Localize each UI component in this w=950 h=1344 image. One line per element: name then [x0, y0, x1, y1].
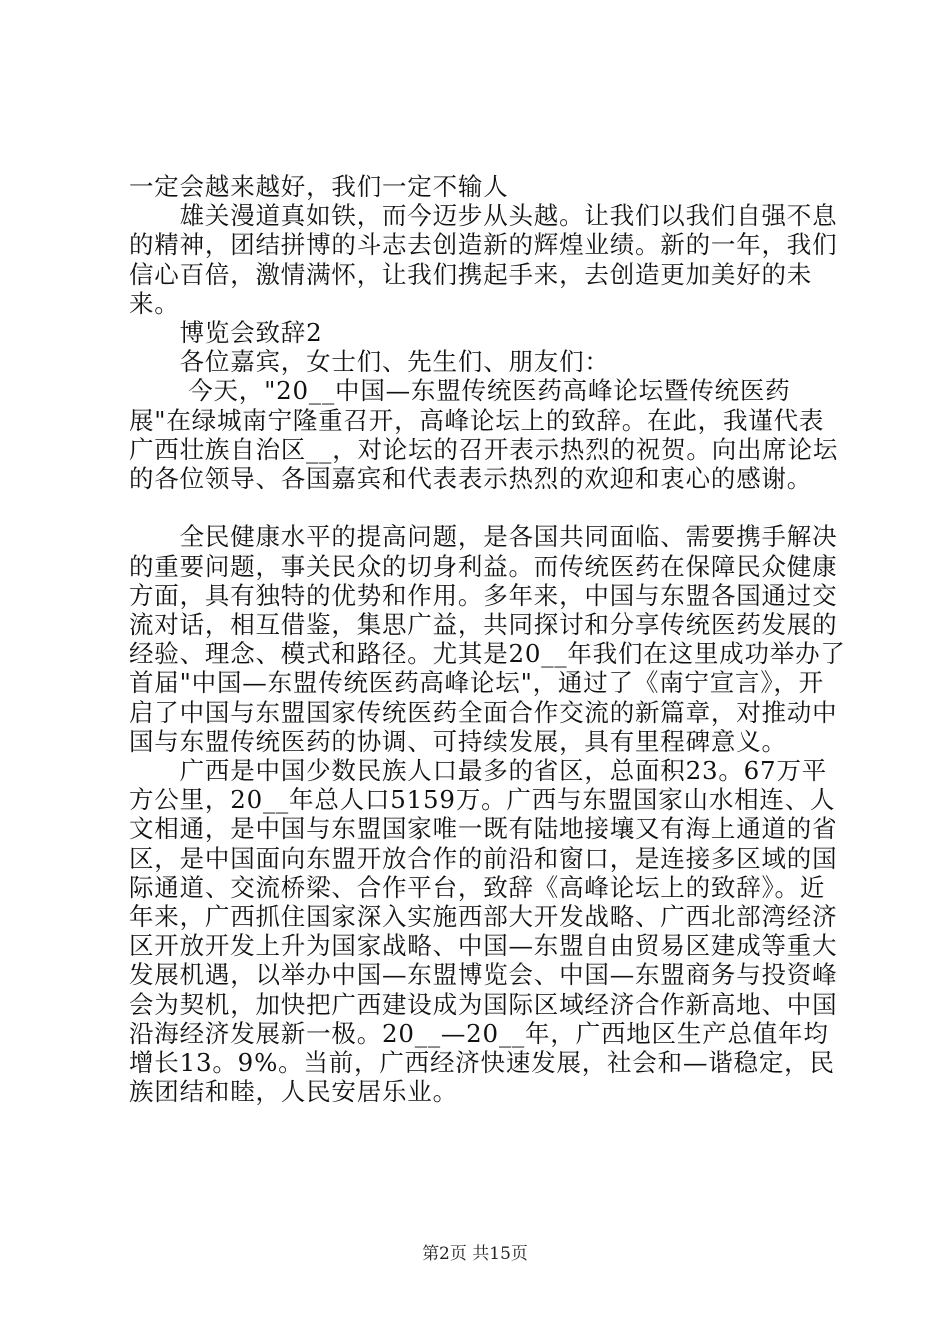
paragraph-opening: 今天，"20__中国—东盟传统医药高峰论坛暨传统医药展"在绿城南宁隆重召开，高峰论坛上的致辞。在此，我谨代表广西壮族自治区__，对论坛的召开表示热烈的祝贺。向出席论坛的各位领导、各国嘉宾和代表表示热烈的欢迎和衷心的感谢。 — [129, 376, 839, 494]
page-footer: 第2页 共15页 — [422, 1244, 528, 1264]
section-heading: 博览会致辞2 — [129, 318, 323, 348]
document-body — [129, 172, 849, 1106]
paragraph-closing: 雄关漫道真如铁，而今迈步从头越。让我们以我们自强不息的精神，团结拼博的斗志去创造新的辉煌业绩。新的一年，我们信心百倍，激情满怀，让我们携起手来，去创造更加美好的未来。 — [129, 201, 838, 318]
paragraph-health: 全民健康水平的提高问题，是各国共同面临、需要携手解决的重要问题，事关民众的切身利益。而传统医药在保障民众健康方面，具有独特的优势和作用。多年来，中国与东盟各国通过交流对话，相互借鉴，集思广益，共同探讨和分享传统医药发展的经验、理念、模式和路径。尤其是20__年我们在这里成功举办了首届"中国—东盟传统医药高峰论坛"，通过了《南宁宣言》，开启了中国与东盟国家传统医药全面合作交流的新篇章，对推动中国与东盟传统医药的协调、可持续发展，具有里程碑意义。 — [129, 522, 846, 756]
salutation: 各位嘉宾，女士们、先生们、朋友们： — [129, 347, 610, 377]
paragraph-continuation: 一定会越来越好，我们一定不输人 — [129, 172, 509, 201]
paragraph-guangxi: 广西是中国少数民族人口最多的省区，总面积23。67万平方公里，20__年总人口5159万。广西与东盟国家山水相连、人文相通，是中国与东盟国家唯一既有陆地接壤又有海上通道的省区，是中国面向东盟开放合作的前沿和窗口，是连接多区域的国际通道、交流桥梁、合作平台，致辞《高峰论坛上的致辞》。近年来，广西抓住国家深入实施西部大开发战略、广西北部湾经济区开放开发上升为国家战略、中国—东盟自由贸易区建成等重大发展机遇，以举办中国—东盟博览会、中国—东盟商务与投资峰会为契机，加快把广西建设成为国际区域经济合作新高地、中国沿海经济发展新一极。20__—20__年，广西地区生产总值年均增长13。9%。当前，广西经济快速发展，社会和—谐稳定，民族团结和睦，人民安居乐业。 — [129, 756, 838, 1107]
paragraph-spacer — [129, 493, 849, 522]
